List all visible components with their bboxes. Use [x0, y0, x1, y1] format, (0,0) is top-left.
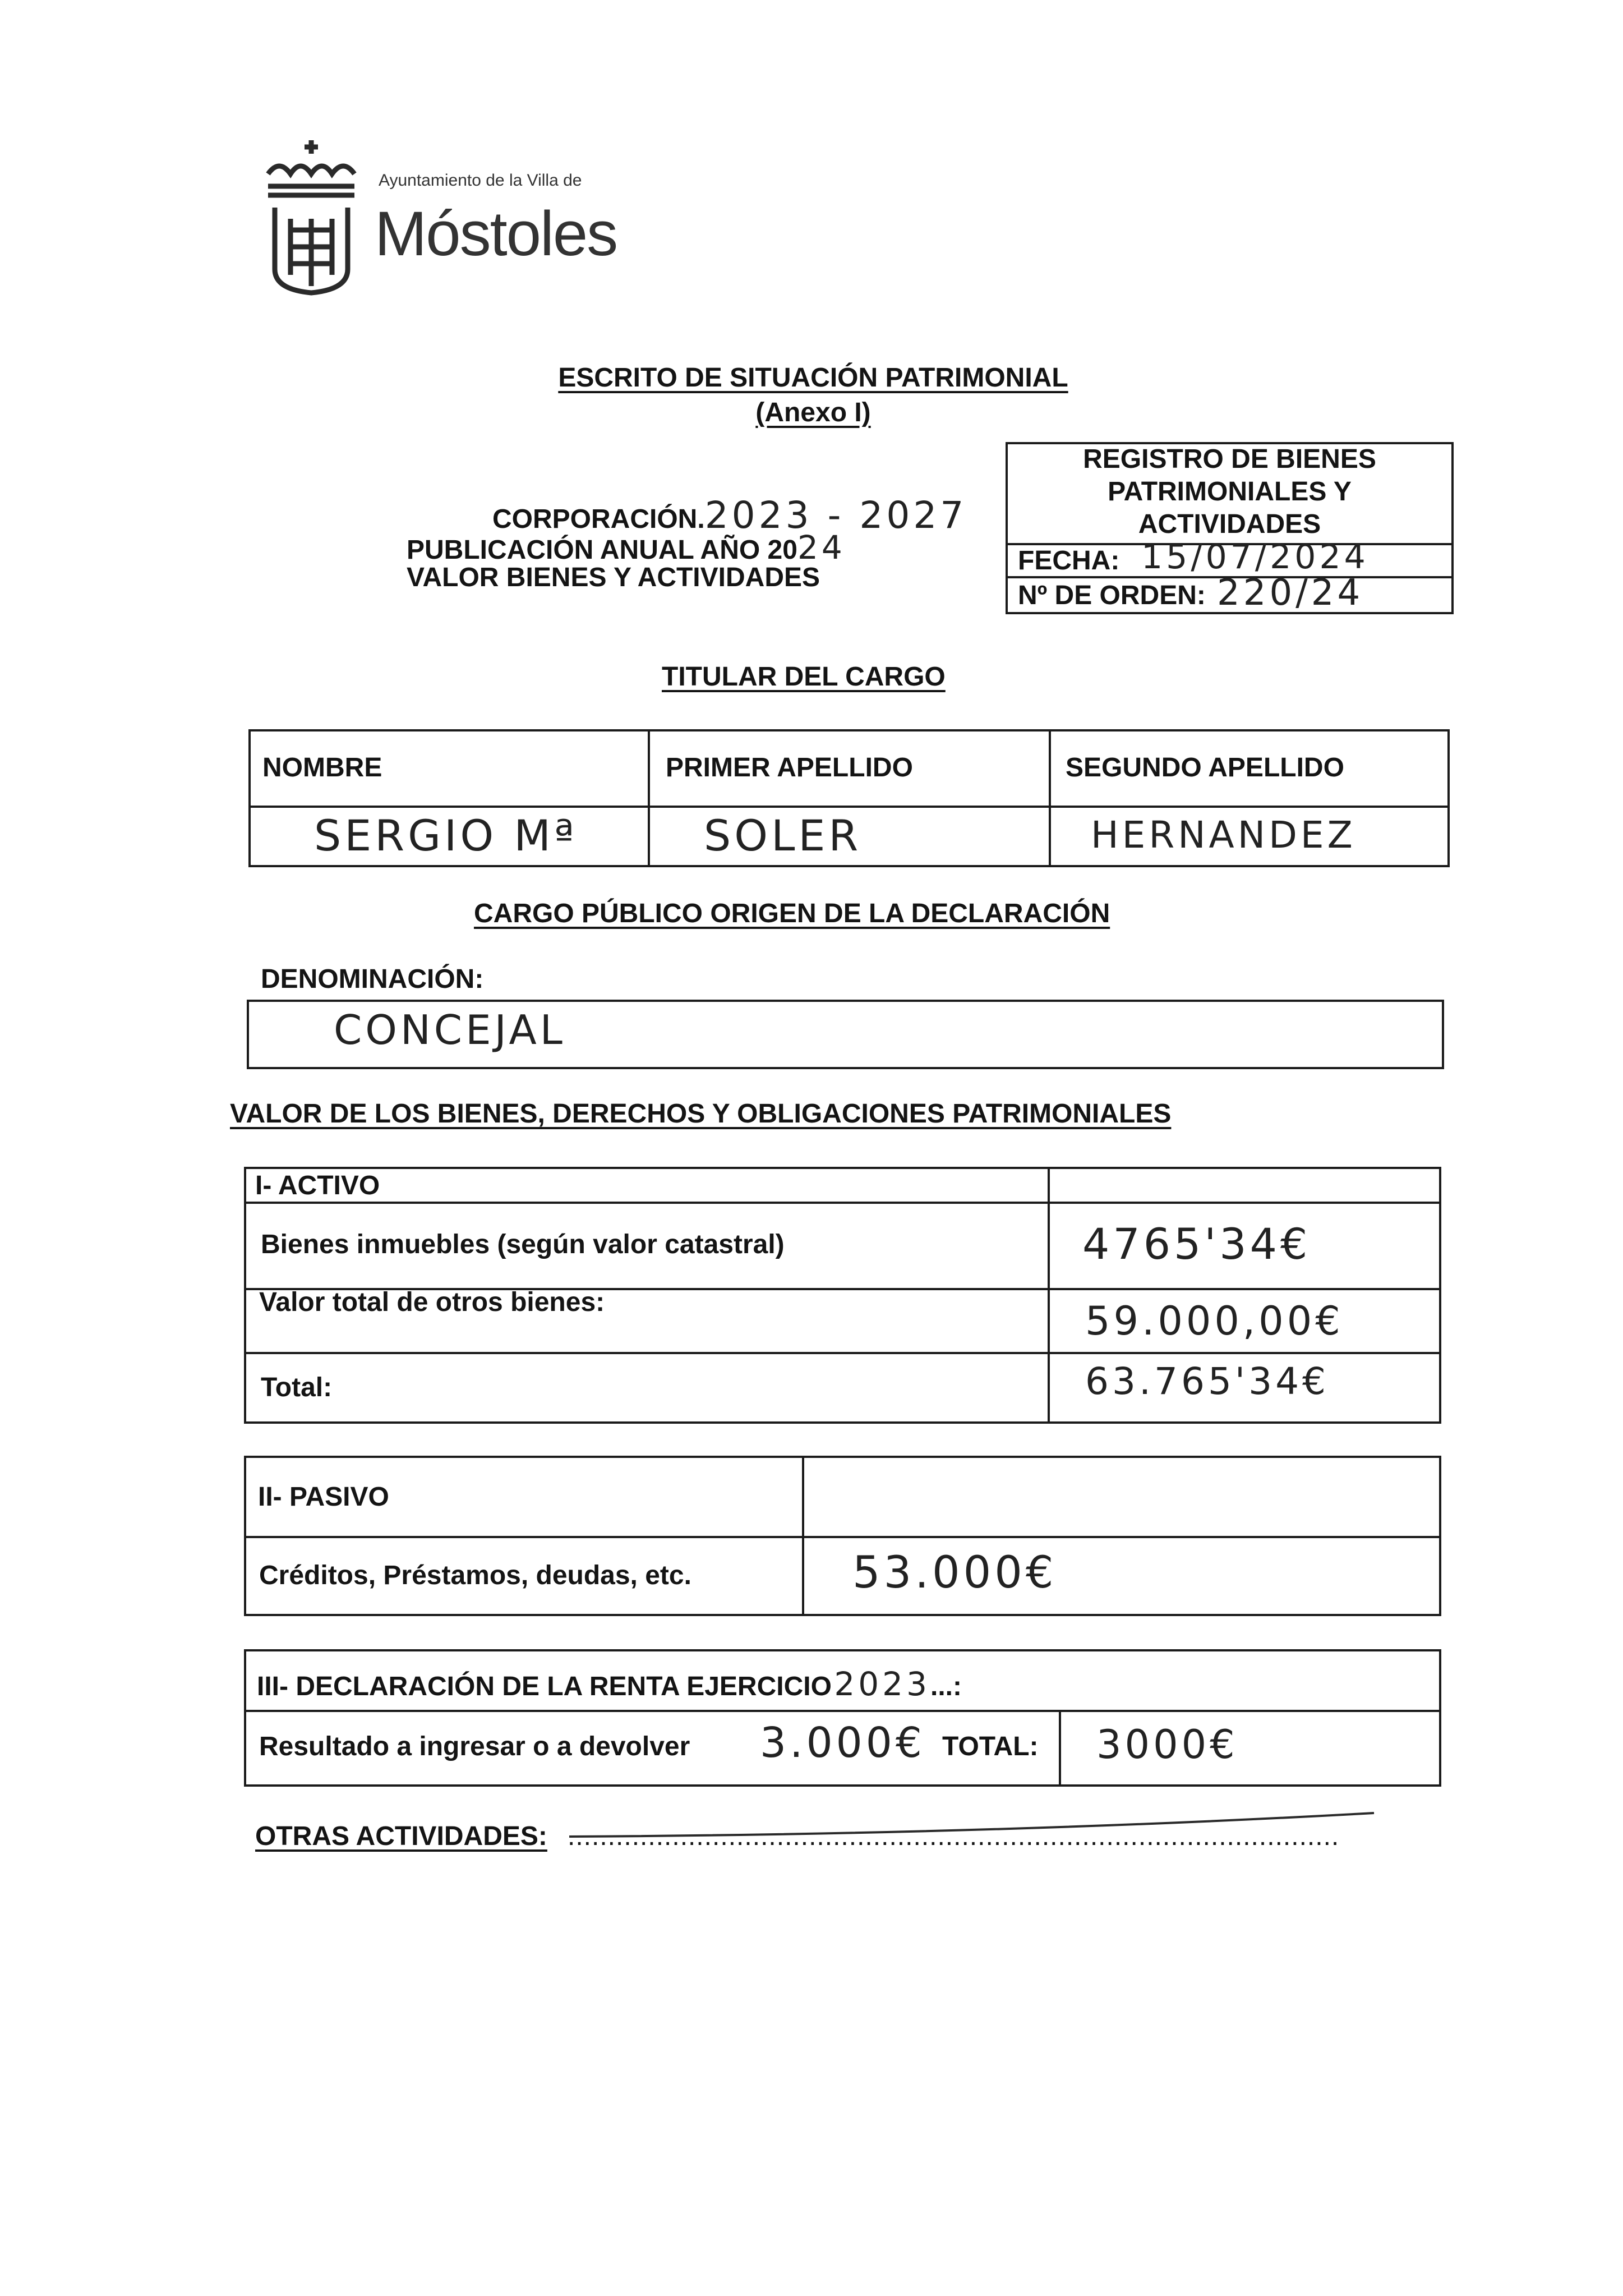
document-title: ESCRITO DE SITUACIÓN PATRIMONIAL: [558, 363, 1068, 393]
handwritten-line-icon: [566, 1807, 1380, 1841]
otros-bienes-value: 59.000,00€: [1085, 1298, 1344, 1344]
activo-header: I- ACTIVO: [255, 1171, 380, 1200]
logo-small-text: Ayuntamiento de la Villa de: [379, 171, 582, 190]
renta-header-year: 2023: [834, 1665, 930, 1703]
creditos-value: 53.000€: [852, 1548, 1057, 1598]
titular-heading: TITULAR DEL CARGO: [662, 662, 946, 692]
segundo-apellido-value: HERNANDEZ: [1091, 813, 1356, 857]
renta-header-suffix: ...:: [930, 1672, 962, 1701]
denominacion-value: CONCEJAL: [334, 1006, 566, 1053]
otras-actividades-dots: ................................................................................................: [568, 1821, 1340, 1851]
renta-total-label: TOTAL:: [942, 1732, 1039, 1761]
renta-header-label: III- DECLARACIÓN DE LA RENTA EJERCICIO: [257, 1672, 832, 1701]
municipal-logo: [264, 135, 623, 303]
creditos-label: Créditos, Préstamos, deudas, etc.: [259, 1561, 691, 1590]
corporacion-value: 2023 - 2027: [704, 494, 967, 537]
publicacion-value: 24: [797, 528, 846, 567]
renta-header-line: [257, 1665, 962, 1703]
renta-total-value: 3000€: [1096, 1722, 1238, 1768]
logo-name: Móstoles: [375, 199, 617, 269]
registro-title-l3: ACTIVIDADES: [1138, 509, 1321, 539]
fecha-value: 15/07/2024: [1141, 537, 1369, 577]
col-primer-apellido: PRIMER APELLIDO: [666, 753, 913, 783]
registro-title-l2: PATRIMONIALES Y: [1108, 477, 1352, 507]
resultado-value: 3.000€: [760, 1719, 925, 1767]
col-nombre: NOMBRE: [262, 753, 382, 783]
otros-bienes-label: Valor total de otros bienes:: [259, 1287, 605, 1317]
resultado-label: Resultado a ingresar o a devolver: [259, 1732, 690, 1761]
mostoles-coat-of-arms-icon: [264, 135, 359, 297]
primer-apellido-value: SOLER: [704, 811, 862, 861]
publicacion-line: [407, 528, 846, 567]
document-subtitle: (Anexo I): [755, 398, 871, 427]
otras-actividades-label: OTRAS ACTIVIDADES:: [255, 1821, 547, 1851]
inmuebles-value: 4765'34€: [1082, 1219, 1311, 1269]
inmuebles-label: Bienes inmuebles (según valor catastral): [261, 1230, 785, 1259]
orden-label: Nº DE ORDEN:: [1018, 581, 1206, 610]
activo-total-value: 63.765'34€: [1085, 1360, 1330, 1403]
denominacion-label: DENOMINACIÓN:: [261, 964, 484, 994]
activo-total-label: Total:: [261, 1373, 333, 1402]
corporacion-label: CORPORACIÓN.: [492, 504, 705, 534]
pasivo-header: II- PASIVO: [258, 1482, 389, 1512]
col-segundo-apellido: SEGUNDO APELLIDO: [1066, 753, 1344, 783]
cargo-heading: CARGO PÚBLICO ORIGEN DE LA DECLARACIÓN: [474, 899, 1110, 928]
valor-heading: VALOR DE LOS BIENES, DERECHOS Y OBLIGACIONES PATRIMONIALES: [230, 1099, 1172, 1129]
valor-bienes-label: VALOR BIENES Y ACTIVIDADES: [407, 563, 820, 592]
fecha-label: FECHA:: [1018, 546, 1120, 576]
nombre-value: SERGIO Mª: [314, 811, 578, 861]
orden-value: 220/24: [1217, 572, 1364, 614]
registro-title-l1: REGISTRO DE BIENES: [1083, 444, 1376, 474]
publicacion-label: PUBLICACIÓN ANUAL AÑO 20: [407, 535, 797, 565]
